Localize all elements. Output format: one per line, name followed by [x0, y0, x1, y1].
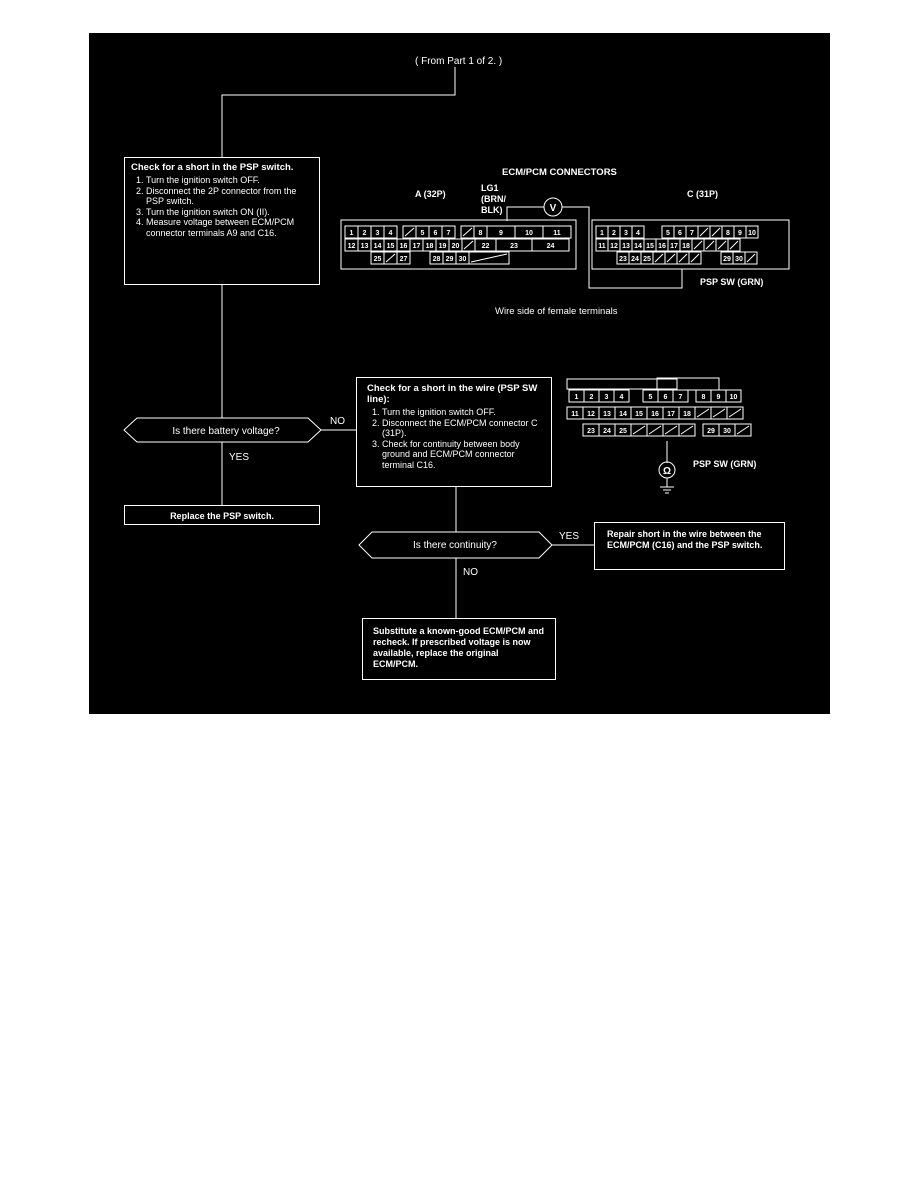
connector-c2-row1-pin: 1 — [574, 394, 579, 401]
connector-c-row3-pin: 25 — [643, 256, 651, 263]
connector-c-row3-blank — [667, 254, 675, 262]
connector-a-row1-pin: 6 — [433, 230, 438, 237]
substitute-text: Substitute a known-good ECM/PCM and recheck. If prescribed voltage is now available, replace the original ECM/PCM. — [373, 626, 544, 669]
connector-c2-row1-pin: 4 — [619, 394, 624, 401]
connector-a-row1-pin: 7 — [446, 230, 451, 237]
substitute-box — [362, 618, 556, 680]
repair-box — [594, 522, 785, 570]
connector-c2-row2-blank — [697, 409, 709, 417]
connector-a-row1-blank — [405, 228, 414, 236]
check-psp-step: 1. Turn the ignition switch OFF. — [146, 175, 313, 186]
connector-c2-row2-pin: 14 — [619, 411, 627, 418]
connector-c-row2-pin: 15 — [646, 243, 654, 250]
connector-c-row2-pin: 18 — [682, 243, 690, 250]
repair-text: Repair short in the wire between the ECM/PCM (C16) and the PSP switch. — [607, 529, 763, 550]
voltmeter-lead-a9 — [507, 207, 544, 221]
connector-a-row2-pin: 14 — [373, 243, 382, 250]
connector-c2-key — [657, 378, 719, 390]
connector-c2-row3-pin: 29 — [707, 428, 715, 435]
connector-c2-row3-pin: 25 — [619, 428, 627, 435]
connector-c-row1-pin: 9 — [738, 230, 742, 237]
connector-c-row2-blank — [730, 241, 738, 249]
connector-c-row3-pin: 29 — [723, 256, 731, 263]
connector-c2-row2-pin: 13 — [603, 411, 611, 418]
connector-c2-row2-pin: 15 — [635, 411, 643, 418]
replace-box — [124, 505, 320, 525]
connector-c2-row1-pin: 10 — [729, 394, 738, 401]
decision-battery-text: Is there battery voltage? — [172, 426, 280, 437]
connector-a-row3-blank — [386, 254, 395, 262]
lg1-label-line: LG1 — [481, 183, 499, 193]
connector-c-row2-pin: 12 — [610, 243, 618, 250]
connector-c2-row2-pin: 17 — [667, 411, 675, 418]
connector-a-row2-pin: 20 — [451, 243, 460, 250]
connector-c-row2-pin: 14 — [634, 243, 642, 250]
connector-c-row1-pin: 2 — [612, 230, 616, 237]
flow-line-from — [222, 67, 455, 157]
lg1-label-line: BLK) — [481, 205, 503, 215]
connector-c2-top — [567, 379, 677, 389]
check-psp-step: 4. Measure voltage between ECM/PCM connector terminals A9 and C16. — [146, 217, 313, 238]
connector-c2-row1-pin: 2 — [589, 394, 594, 401]
connector-c2-row1-pin: 8 — [701, 394, 706, 401]
connector-c2-row3-blank — [737, 426, 749, 434]
connector-c-row1-pin: 5 — [666, 230, 670, 237]
connector-c-row2-pin: 13 — [622, 243, 630, 250]
connector-c-row3-pin: 30 — [735, 256, 743, 263]
check-wire-step: 2. Disconnect the ECM/PCM connector C (31P). — [382, 418, 541, 439]
connector-c-row3-blank — [747, 254, 755, 262]
connector-c-row2-blank — [718, 241, 726, 249]
connector-c2-row1-pin: 9 — [716, 394, 721, 401]
diagram-panel — [89, 33, 830, 714]
connector-c2-row1-pin: 3 — [604, 394, 609, 401]
connectors-title: ECM/PCM CONNECTORS — [502, 167, 617, 178]
connector-a-row3-pin: 25 — [373, 256, 382, 263]
connector-c-row1-pin: 7 — [690, 230, 694, 237]
psp-sw-label-2: PSP SW (GRN) — [693, 459, 757, 469]
connector-c-row1-blank — [700, 228, 708, 236]
connector-c-row3-blank — [679, 254, 687, 262]
check-psp-box — [124, 157, 320, 285]
check-psp-step: 2. Disconnect the 2P connector from the PSP switch. — [146, 186, 313, 207]
psp-sw-label: PSP SW (GRN) — [700, 277, 764, 287]
connector-c2-row1-pin: 6 — [663, 394, 668, 401]
connector-a-row2-pin: 24 — [546, 243, 555, 250]
yes-label-1: YES — [229, 452, 250, 463]
connector-c2-row3-pin: 24 — [603, 428, 611, 435]
connector-c-row2-blank — [694, 241, 702, 249]
connector-c-label: C (31P) — [687, 189, 719, 199]
connector-c-row3-pin: 24 — [631, 256, 639, 263]
connector-a-row2-blank — [464, 241, 473, 249]
connector-a-row2-pin: 19 — [438, 243, 447, 250]
connector-c-row2-pin: 17 — [670, 243, 678, 250]
check-wire-step: 1. Turn the ignition switch OFF. — [382, 407, 541, 418]
connector-c2-row2-blank — [713, 409, 725, 417]
connector-a-row2-pin: 16 — [399, 243, 408, 250]
decision-continuity-text: Is there continuity? — [413, 540, 497, 551]
connector-c-row1-pin: 10 — [748, 230, 756, 237]
lg1-label — [481, 183, 506, 216]
check-wire-step: 3. Check for continuity between body ground and ECM/PCM connector terminal C16. — [382, 439, 541, 471]
connector-c-row1-pin: 3 — [624, 230, 628, 237]
check-wire-steps — [367, 407, 541, 470]
connector-c-row2-pin: 16 — [658, 243, 666, 250]
connector-a-row3-pin: 27 — [399, 256, 408, 263]
connector-a-row1-pin: 11 — [553, 230, 561, 237]
wire-side-label: Wire side of female terminals — [495, 306, 618, 317]
connector-c-row1-blank — [712, 228, 720, 236]
connector-c2-row3-blank — [681, 426, 693, 434]
replace-text: Replace the PSP switch. — [170, 511, 274, 521]
connector-a-row2-pin: 17 — [412, 243, 421, 250]
connector-a-row1-pin: 5 — [420, 230, 425, 237]
connector-c2-row2-pin: 16 — [651, 411, 659, 418]
check-wire-title: Check for a short in the wire (PSP SW line): — [367, 383, 538, 405]
connector-c2-row3-pin: 23 — [587, 428, 595, 435]
connector-c2-row2-pin: 11 — [571, 411, 579, 418]
connector-c-row3-blank — [691, 254, 699, 262]
connector-c2-row1-pin: 5 — [648, 394, 653, 401]
no-label-2: NO — [463, 567, 478, 578]
yes-label-2: YES — [559, 531, 580, 542]
connector-c2-row2-pin: 18 — [683, 411, 691, 418]
connector-c-row1-pin: 6 — [678, 230, 682, 237]
connector-a-row2-pin: 15 — [386, 243, 395, 250]
connector-a-row1-pin: 10 — [525, 230, 533, 237]
connector-c-row1-pin: 1 — [600, 230, 604, 237]
connector-c-row2-pin: 11 — [598, 243, 606, 250]
connector-c-row2-blank — [706, 241, 714, 249]
connector-a-row1-pin: 4 — [388, 230, 393, 237]
connector-a-row2-pin: 22 — [481, 243, 490, 250]
check-wire-box — [356, 377, 552, 487]
connector-c-row3-blank — [655, 254, 663, 262]
connector-c-row1-pin: 8 — [726, 230, 730, 237]
connector-c2-row3-blank — [633, 426, 645, 434]
connector-a-row3-pin: 30 — [458, 256, 467, 263]
no-label-1: NO — [330, 416, 345, 427]
connector-c2-row1-pin: 7 — [678, 394, 683, 401]
connector-c2-row3-blank — [649, 426, 661, 434]
check-psp-steps — [131, 175, 313, 238]
connector-a-row2-pin: 18 — [425, 243, 434, 250]
connector-c2-row3-pin: 30 — [723, 428, 731, 435]
voltmeter-symbol: V — [549, 203, 557, 214]
connector-a-row1-pin: 3 — [375, 230, 380, 237]
connector-a-row3-pin: 28 — [432, 256, 441, 263]
flow-connector-lines — [89, 33, 830, 714]
check-psp-title: Check for a short in the PSP switch. — [131, 162, 294, 173]
connector-a-row2-pin: 13 — [360, 243, 369, 250]
connector-a-row3-pin: 29 — [445, 256, 454, 263]
connector-c2-row3-blank — [665, 426, 677, 434]
connector-a-row1-blank — [463, 228, 472, 236]
connector-a-row2-pin: 12 — [347, 243, 356, 250]
connector-a-row1-pin: 9 — [499, 230, 503, 237]
connector-a-row1-pin: 1 — [349, 230, 354, 237]
lg1-label-line: (BRN/ — [481, 194, 506, 204]
check-psp-step: 3. Turn the ignition switch ON (II). — [146, 207, 313, 218]
connector-c-row3-pin: 23 — [619, 256, 627, 263]
connector-a-row3-blank — [471, 254, 507, 262]
connector-a-row1-pin: 2 — [362, 230, 367, 237]
connector-a-row2-pin: 23 — [510, 243, 518, 250]
connector-c-row1-pin: 4 — [636, 230, 640, 237]
connector-a-label: A (32P) — [415, 189, 446, 199]
connector-c2-row2-blank — [729, 409, 741, 417]
from-part-label: ( From Part 1 of 2. ) — [415, 56, 503, 67]
connector-a-row1-pin: 8 — [478, 230, 483, 237]
connector-c2-row2-pin: 12 — [587, 411, 595, 418]
ohmmeter-symbol: Ω — [662, 466, 672, 477]
